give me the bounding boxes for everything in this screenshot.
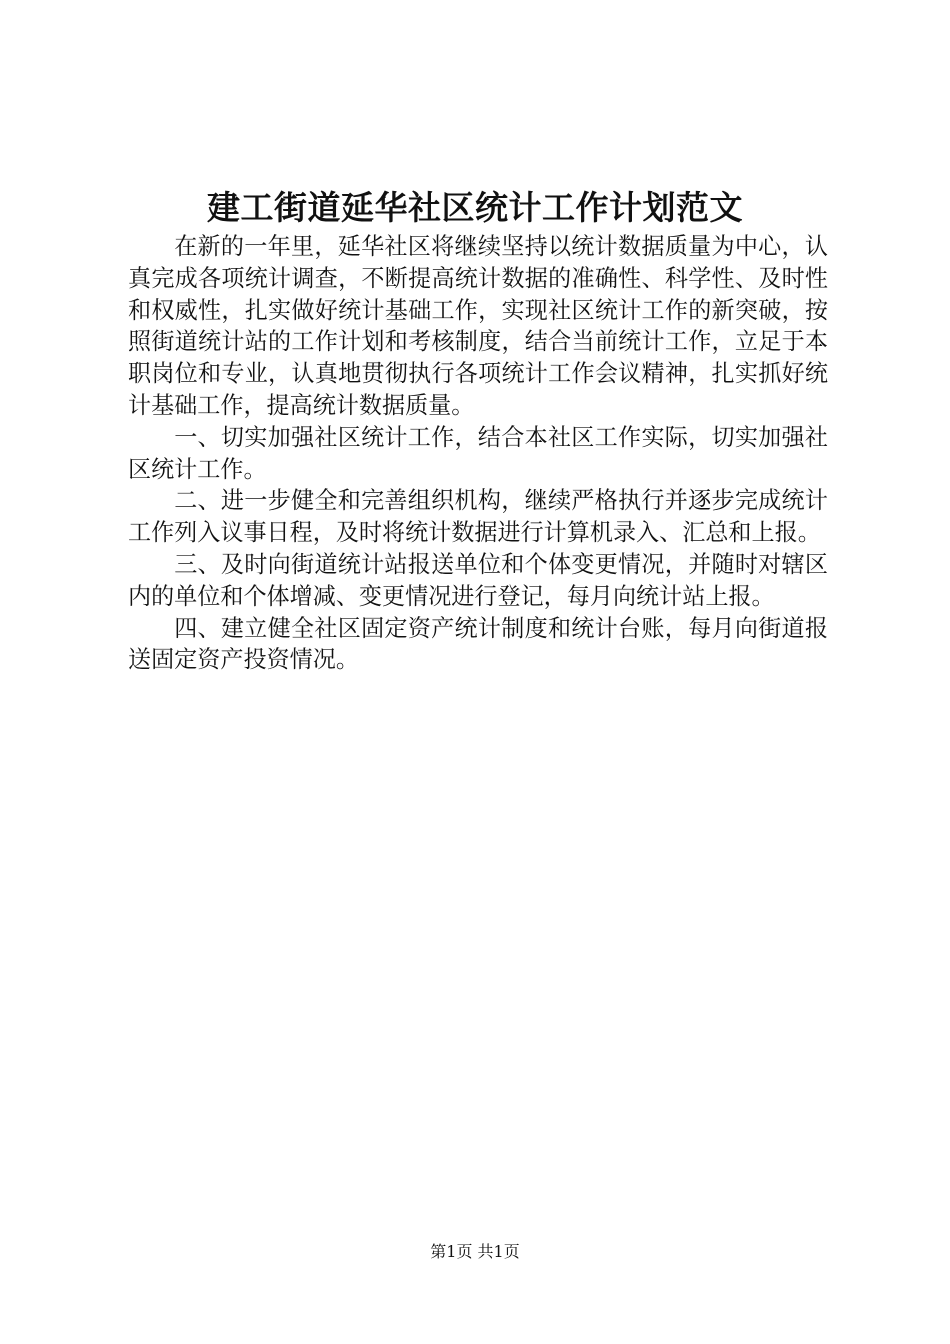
- intro-paragraph: 在新的一年里，延华社区将继续坚持以统计数据质量为中心，认真完成各项统计调查，不断提高统计数据的准确性、科学性、及时性和权威性，扎实做好统计基础工作，实现社区统计工作的新突破，按照街道统计站的工作计划和考核制度，结合当前统计工作，立足于本职岗位和专业，认真地贯彻执行各项统计工作会议精神，扎实抓好统计基础工作，提高统计数据质量。: [128, 234, 828, 419]
- document-body: [128, 232, 828, 677]
- item-two-paragraph: 二、进一步健全和完善组织机构，继续严格执行并逐步完成统计工作列入议事日程，及时将统计数据进行计算机录入、汇总和上报。: [128, 488, 828, 547]
- document-title: 建工街道延华社区统计工作计划范文: [207, 188, 743, 227]
- page-number-footer: 第1页 共1页: [430, 1242, 520, 1261]
- item-one-paragraph: 一、切实加强社区统计工作，结合本社区工作实际，切实加强社区统计工作。: [128, 424, 828, 483]
- item-three-paragraph: 三、及时向街道统计站报送单位和个体变更情况，并随时对辖区内的单位和个体增减、变更情况进行登记，每月向统计站上报。: [128, 551, 828, 610]
- item-four-paragraph: 四、建立健全社区固定资产统计制度和统计台账，每月向街道报送固定资产投资情况。: [128, 615, 828, 674]
